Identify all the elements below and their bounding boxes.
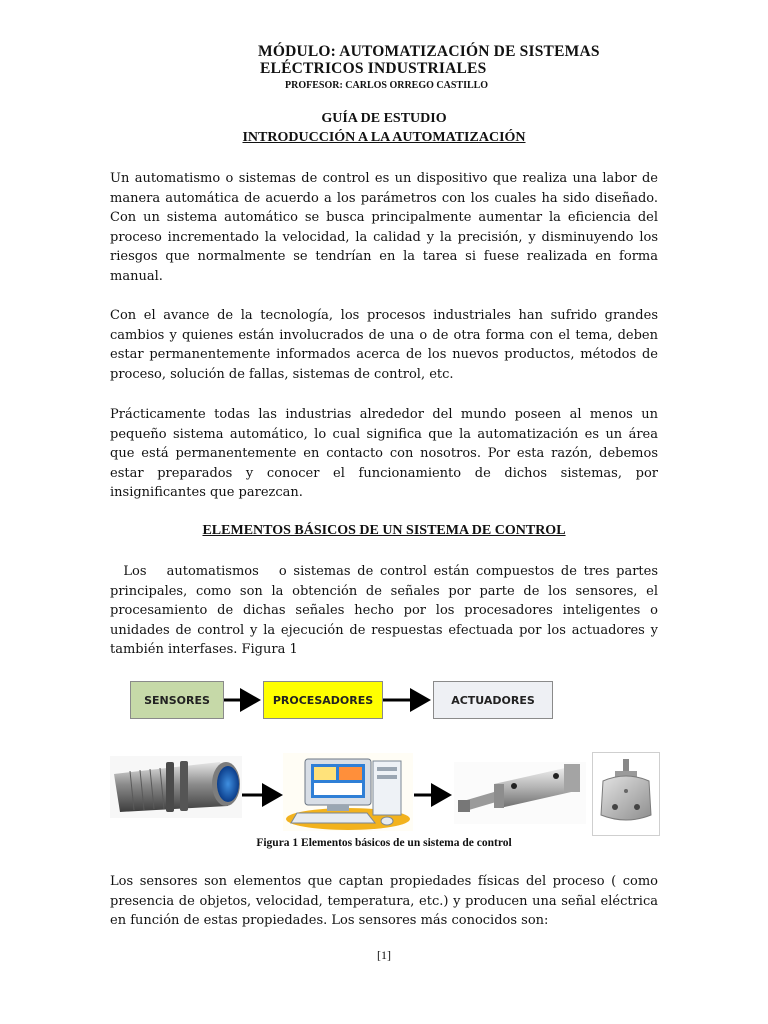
section-heading: ELEMENTOS BÁSICOS DE UN SISTEMA DE CONTROL bbox=[202, 523, 566, 538]
guide-subheading: INTRODUCCIÓN A LA AUTOMATIZACIÓN bbox=[242, 130, 526, 145]
modulo-title-line1: MÓDULO: AUTOMATIZACIÓN DE SISTEMAS bbox=[258, 43, 600, 60]
inductive-sensor-image bbox=[110, 756, 242, 818]
paragraph-industries: Prácticamente todas las industrias alrededor del mundo poseen al menos un pequeño sistema automático, lo cual significa que la automatización es un área que está permanentemente en contacto con nosotros. Por esta razón, debemos estar preparados y conocer el funcionamiento de dichos sistemas, por insignificantes que parezcan. bbox=[110, 407, 658, 500]
paragraph-technology: Con el avance de la tecnología, los procesos industriales han sufrido grandes cambios y quienes están involucrados de una o de otra forma con el tema, deben estar permanentemente informados acerca de los nuevos productos, métodos de proceso, solución de fallas, sistemas de control, etc. bbox=[110, 308, 658, 382]
figure-caption: Figura 1 Elementos básicos de un sistema de control bbox=[256, 837, 512, 849]
page-number: [1] bbox=[377, 948, 391, 962]
pneumatic-cylinder-image bbox=[454, 762, 586, 824]
guide-heading: GUÍA DE ESTUDIO bbox=[321, 111, 447, 126]
computer-image bbox=[283, 753, 413, 831]
actuadores-label: ACTUADORES bbox=[451, 693, 535, 707]
sensores-label: SENSORES bbox=[144, 693, 210, 707]
paragraph-sensors: Los sensores son elementos que captan propiedades físicas del proceso ( como presencia de objetos, velocidad, temperatura, etc.) y producen una señal eléctrica en función de estas propiedades. Los sensores más conocidos son: bbox=[110, 874, 658, 928]
rotary-actuator-image bbox=[592, 752, 660, 836]
procesadores-label: PROCESADORES bbox=[272, 693, 374, 707]
paragraph-components: Los automatismos o sistemas de control están compuestos de tres partes principales, como son la obtención de señales por parte de los sensores, el procesamiento de dichas señales hecho por los procesadores inteligentes o unidades de control y la ejecución de respuestas efectuada por los actuadores y también interfases. Figura 1 bbox=[110, 564, 663, 657]
modulo-title-line2: ELÉCTRICOS INDUSTRIALES bbox=[260, 60, 487, 77]
professor-line: PROFESOR: CARLOS ORREGO CASTILLO bbox=[285, 80, 489, 91]
paragraph-intro: Un automatismo o sistemas de control es un dispositivo que realiza una labor de manera automática de acuerdo a los parámetros con los cuales ha sido diseñado. Con un sistema automático se busca principalmente aumentar la eficiencia del proceso incrementado la velocidad, la calidad y la precisión, y disminuyendo los riesgos que normalmente se tendrían en la tarea si fuese realizada en forma manual. bbox=[110, 171, 658, 284]
